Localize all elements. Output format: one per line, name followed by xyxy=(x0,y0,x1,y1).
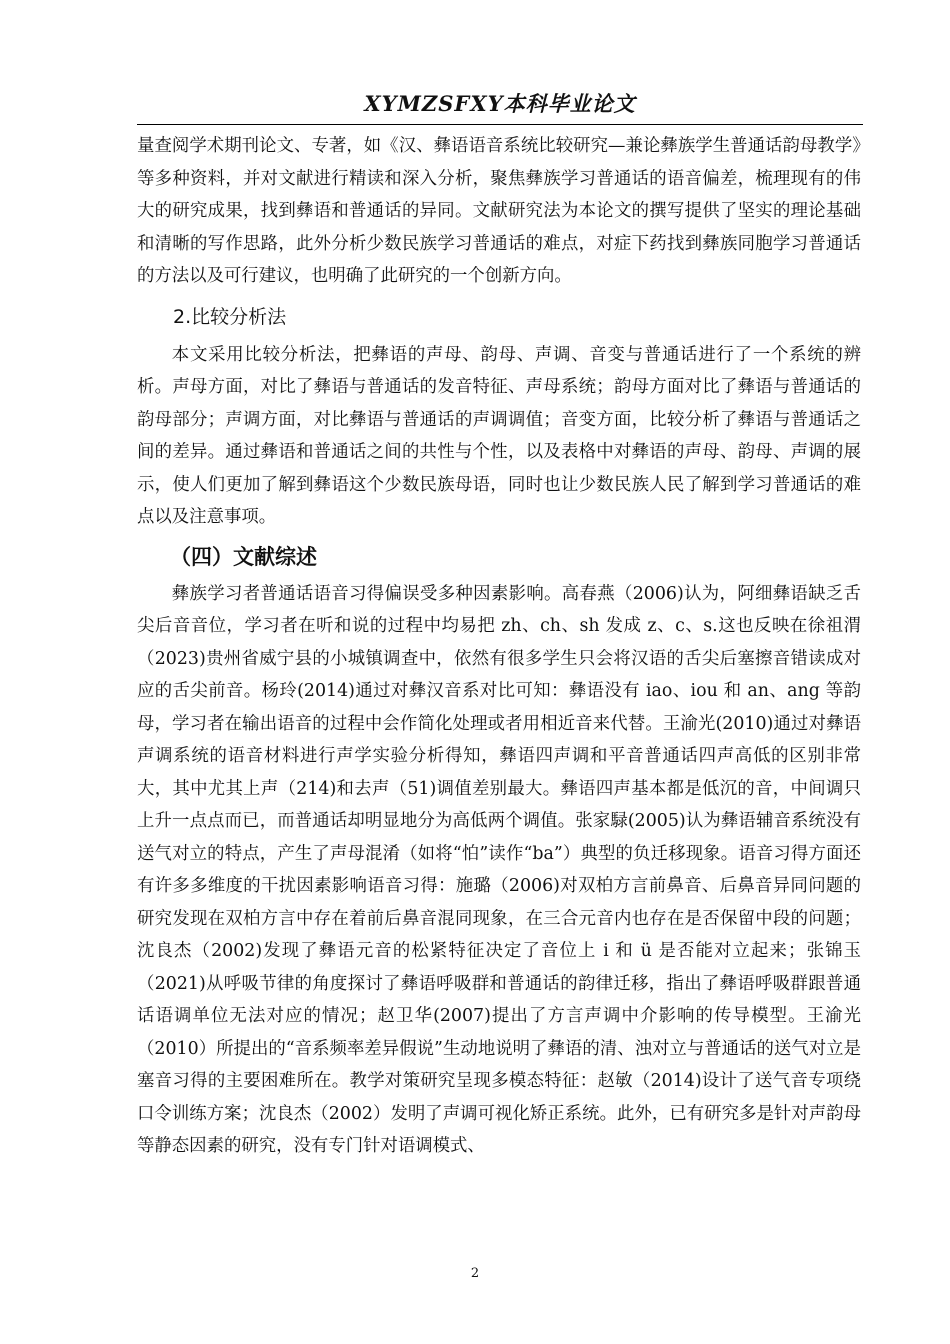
page-number: 2 xyxy=(470,1266,480,1281)
paragraph-literature-method: 量查阅学术期刊论文、专著，如《汉、彝语语音系统比较研究—兼论彝族学生普通话韵母教学》等多种资料，并对文献进行精读和深入分析，聚焦彝族学习普通话的语音偏差，梳理现有的伟大的研究成果，找到彝语和普通话的异同。文献研究法为本论文的撰写提供了坚实的理论基础和清晰的写作思路，此外分析少数民族学习普通话的难点，对症下药找到彝族同胞学习普通话的方法以及可行建议，也明确了此研究的一个创新方向。 xyxy=(137,136,861,286)
page-header-title: XYMZSFXY本科毕业论文 xyxy=(364,91,636,116)
header-divider xyxy=(137,124,863,125)
paragraph-comparative-method: 本文采用比较分析法，把彝语的声母、韵母、声调、音变与普通话进行了一个系统的辨析。声母方面，对比了彝语与普通话的发音特征、声母系统；韵母方面对比了彝语与普通话的韵母部分；声调方面，对比彝语与普通话的声调调值；音变方面，比较分析了彝语与普通话之间的差异。通过彝语和普通话之间的共性与个性，以及表格中对彝语的声母、韵母、声调的展示，使人们更加了解到彝语这个少数民族母语，同时也让少数民族人民了解到学习普通话的难点以及注意事项。 xyxy=(137,344,861,527)
section-heading-comparative-method: 2.比较分析法 xyxy=(173,305,287,328)
main-content xyxy=(137,130,861,1163)
section-heading-literature-review: （四）文献综述 xyxy=(170,544,317,569)
paragraph-literature-review: 彝族学习者普通话语音习得偏误受多种因素影响。高春燕（2006)认为，阿细彝语缺乏舌尖后音音位，学习者在听和说的过程中均易把 zh、ch、sh 发成 z、c、s.这也反映在徐祖渭（2023)贵州省威宁县的小城镇调查中，依然有很多学生只会将汉语的舌尖后塞擦音错读成对应的舌尖前音。杨玲(2014)通过对彝汉音系对比可知：彝语没有 iao、iou 和 an、ang 等韵母，学习者在输出语音的过程中会作简化处理或者用相近音来代替。王渝光(2010)通过对彝语声调系统的语音材料进行声学实验分析得知，彝语四声调和平音普通话四声高低的区别非常大，其中尤其上声（214)和去声（51)调值差别最大。彝语四声基本都是低沉的音，中间调只上升一点点而已，而普通话却明显地分为高低两个调值。张家騄(2005)认为彝语辅音系统没有送气对立的特点，产生了声母混淆（如将“怕”读作“ba”）典型的负迁移现象。语音习得方面还有许多多维度的干扰因素影响语音习得：施璐（2006)对双柏方言前鼻音、后鼻音异同问题的研究发现在双柏方言中存在着前后鼻音混同现象，在三合元音内也存在是否保留中段的问题；沈良杰（2002)发现了彝语元音的松紧特征决定了音位上 i 和 ü 是否能对立起来；张锦玉（2021)从呼吸节律的角度探讨了彝语呼吸群和普通话的韵律迁移，指出了彝语呼吸群跟普通话语调单位无法对应的情况；赵卫华(2007)提出了方言声调中介影响的传导模型。王渝光（2010）所提出的“音系频率差异假说”生动地说明了彝语的清、浊对立与普通话的送气对立是塞音习得的主要困难所在。教学对策研究呈现多模态特征：赵敏（2014)设计了送气音专项绕口令训练方案；沈良杰（2002）发明了声调可视化矫正系统。此外，已有研究多是针对声韵母等静态因素的研究，没有专门针对语调模式、 xyxy=(137,583,861,1156)
